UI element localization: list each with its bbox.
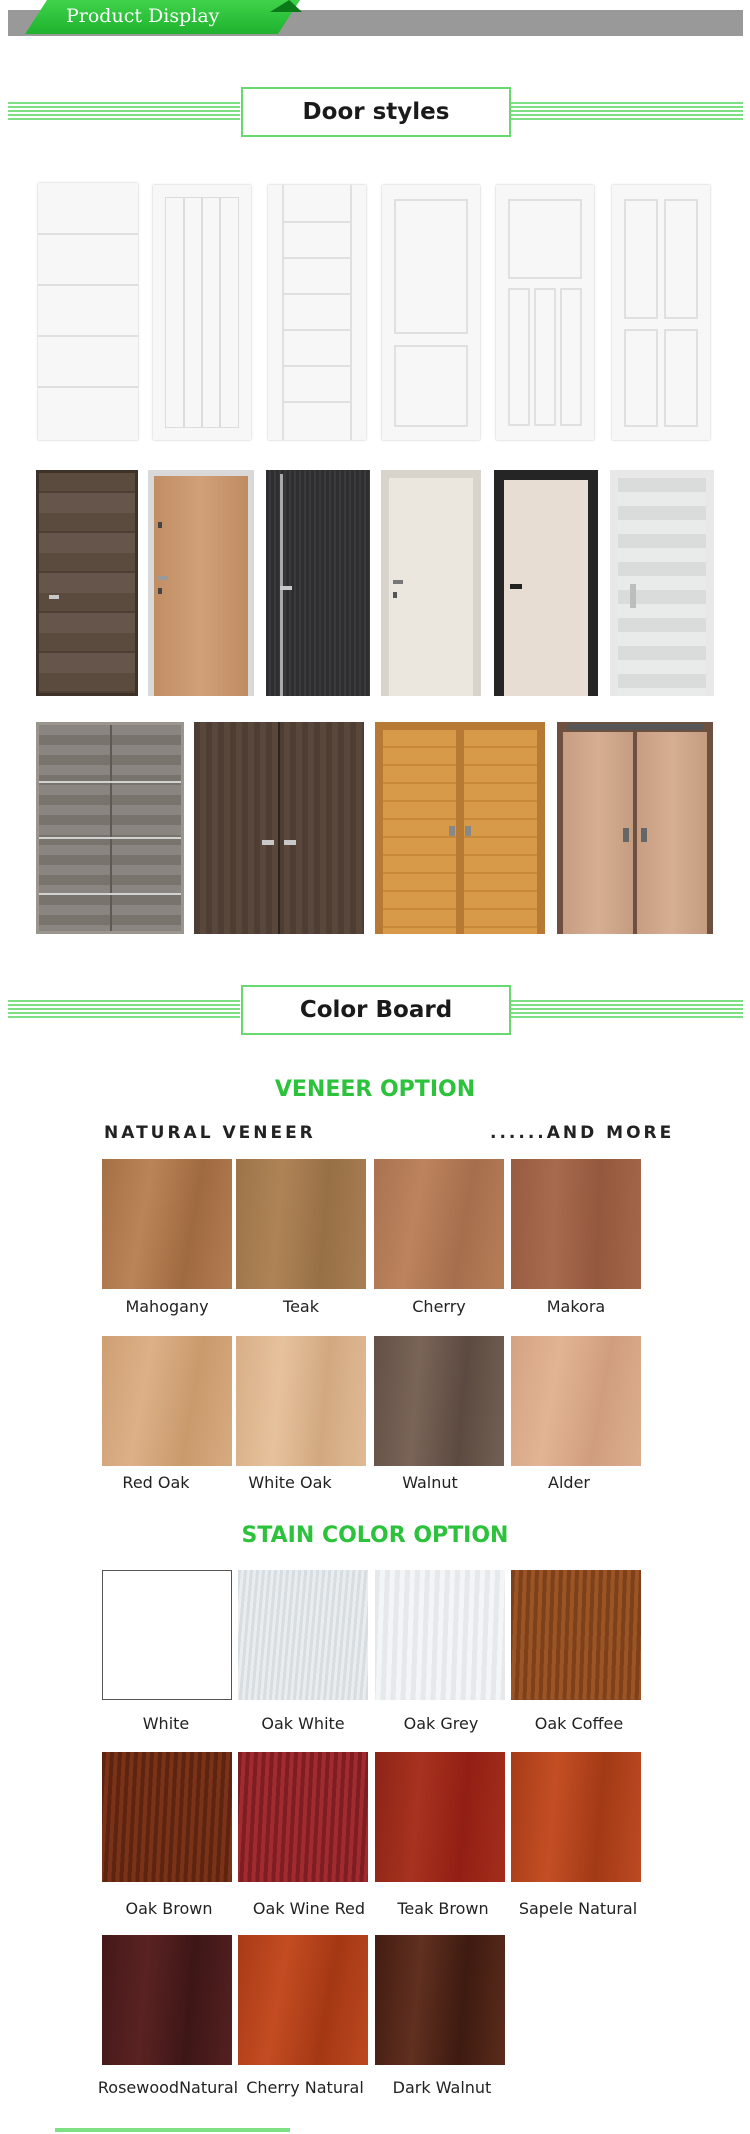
veneer-label-white-oak: White Oak: [248, 1473, 332, 1492]
stain-swatch-teak-brown[interactable]: [375, 1752, 505, 1882]
header-stripes-left: [8, 102, 240, 122]
stain-label-white: White: [142, 1714, 190, 1733]
stain-label-cherry-natural: Cherry Natural: [246, 2078, 364, 2097]
door-double-golden-teak: [375, 722, 545, 934]
header-stripes-left: [8, 1000, 240, 1020]
stain-label-oak-wine-red: Oak Wine Red: [252, 1899, 366, 1918]
door-beige-black-frame: [494, 470, 598, 696]
stain-swatch-oak-wine-red[interactable]: [238, 1752, 368, 1882]
veneer-swatch-red-oak[interactable]: [102, 1336, 232, 1466]
stain-label-oak-white: Oak White: [261, 1714, 345, 1733]
door-white-horizontal-bars: [268, 185, 366, 440]
veneer-option-title: VENEER OPTION: [274, 1077, 476, 1102]
veneer-swatch-alder[interactable]: [511, 1336, 641, 1466]
veneer-label-cherry: Cherry: [412, 1297, 466, 1316]
door-white-four-panel: [496, 185, 594, 440]
door-cream: [381, 470, 481, 696]
and-more-label: ......AND MORE: [490, 1123, 675, 1143]
door-white-horizontal-grooves: [38, 183, 138, 440]
door-double-dark-walnut: [194, 722, 364, 934]
veneer-swatch-makora[interactable]: [511, 1159, 641, 1289]
stain-label-sapele-natural: Sapele Natural: [518, 1899, 638, 1918]
stain-swatch-sapele-natural[interactable]: [511, 1752, 641, 1882]
veneer-swatch-white-oak[interactable]: [236, 1336, 366, 1466]
door-double-fire-rated: [557, 722, 713, 934]
door-light-walnut: [148, 470, 254, 696]
veneer-label-makora: Makora: [546, 1297, 606, 1316]
door-white-vertical-grooves: [153, 185, 251, 440]
door-white-quad-panel: [612, 185, 710, 440]
color-board-header: [8, 985, 743, 1035]
stain-swatch-white[interactable]: [102, 1570, 232, 1700]
stain-swatch-oak-grey[interactable]: [375, 1570, 505, 1700]
door-styles-header: [8, 87, 743, 137]
stain-swatch-oak-coffee[interactable]: [511, 1570, 641, 1700]
natural-veneer-label: NATURAL VENEER: [104, 1123, 316, 1143]
product-display-label: Product Display: [66, 5, 220, 27]
header-stripes-right: [511, 1000, 743, 1020]
veneer-label-mahogany: Mahogany: [125, 1297, 209, 1316]
veneer-swatch-walnut[interactable]: [374, 1336, 504, 1466]
door-white-two-panel: [382, 185, 480, 440]
veneer-label-red-oak: Red Oak: [122, 1473, 190, 1492]
stain-swatch-cherry-natural[interactable]: [238, 1935, 368, 2065]
header-stripes-right: [511, 102, 743, 122]
stain-label-dark-walnut: Dark Walnut: [392, 2078, 492, 2097]
color-board-title-box: [241, 985, 511, 1035]
stain-swatch-oak-brown[interactable]: [102, 1752, 232, 1882]
door-black-grain: [266, 470, 370, 696]
veneer-swatch-teak[interactable]: [236, 1159, 366, 1289]
door-styles-title-box: [241, 87, 511, 137]
door-whitewash: [610, 470, 714, 696]
stain-label-rosewood-natural: RosewoodNatural: [97, 2078, 239, 2097]
door-styles-title: Door styles: [302, 99, 450, 125]
stain-swatch-rosewood-natural[interactable]: [102, 1935, 232, 2065]
stain-label-oak-coffee: Oak Coffee: [534, 1714, 624, 1733]
bottom-divider: [55, 2128, 290, 2132]
veneer-label-teak: Teak: [283, 1297, 319, 1316]
stain-swatch-dark-walnut[interactable]: [375, 1935, 505, 2065]
stain-label-oak-grey: Oak Grey: [403, 1714, 479, 1733]
stain-label-teak-brown: Teak Brown: [397, 1899, 489, 1918]
veneer-label-walnut: Walnut: [402, 1473, 458, 1492]
veneer-label-alder: Alder: [548, 1473, 590, 1492]
door-dark-oak: [36, 470, 138, 696]
stain-option-title: STAIN COLOR OPTION: [241, 1523, 509, 1548]
stain-label-oak-brown: Oak Brown: [125, 1899, 213, 1918]
stain-swatch-oak-white[interactable]: [238, 1570, 368, 1700]
veneer-swatch-cherry[interactable]: [374, 1159, 504, 1289]
color-board-title: Color Board: [299, 997, 453, 1023]
veneer-swatch-mahogany[interactable]: [102, 1159, 232, 1289]
door-double-grey-oak: [36, 722, 184, 934]
